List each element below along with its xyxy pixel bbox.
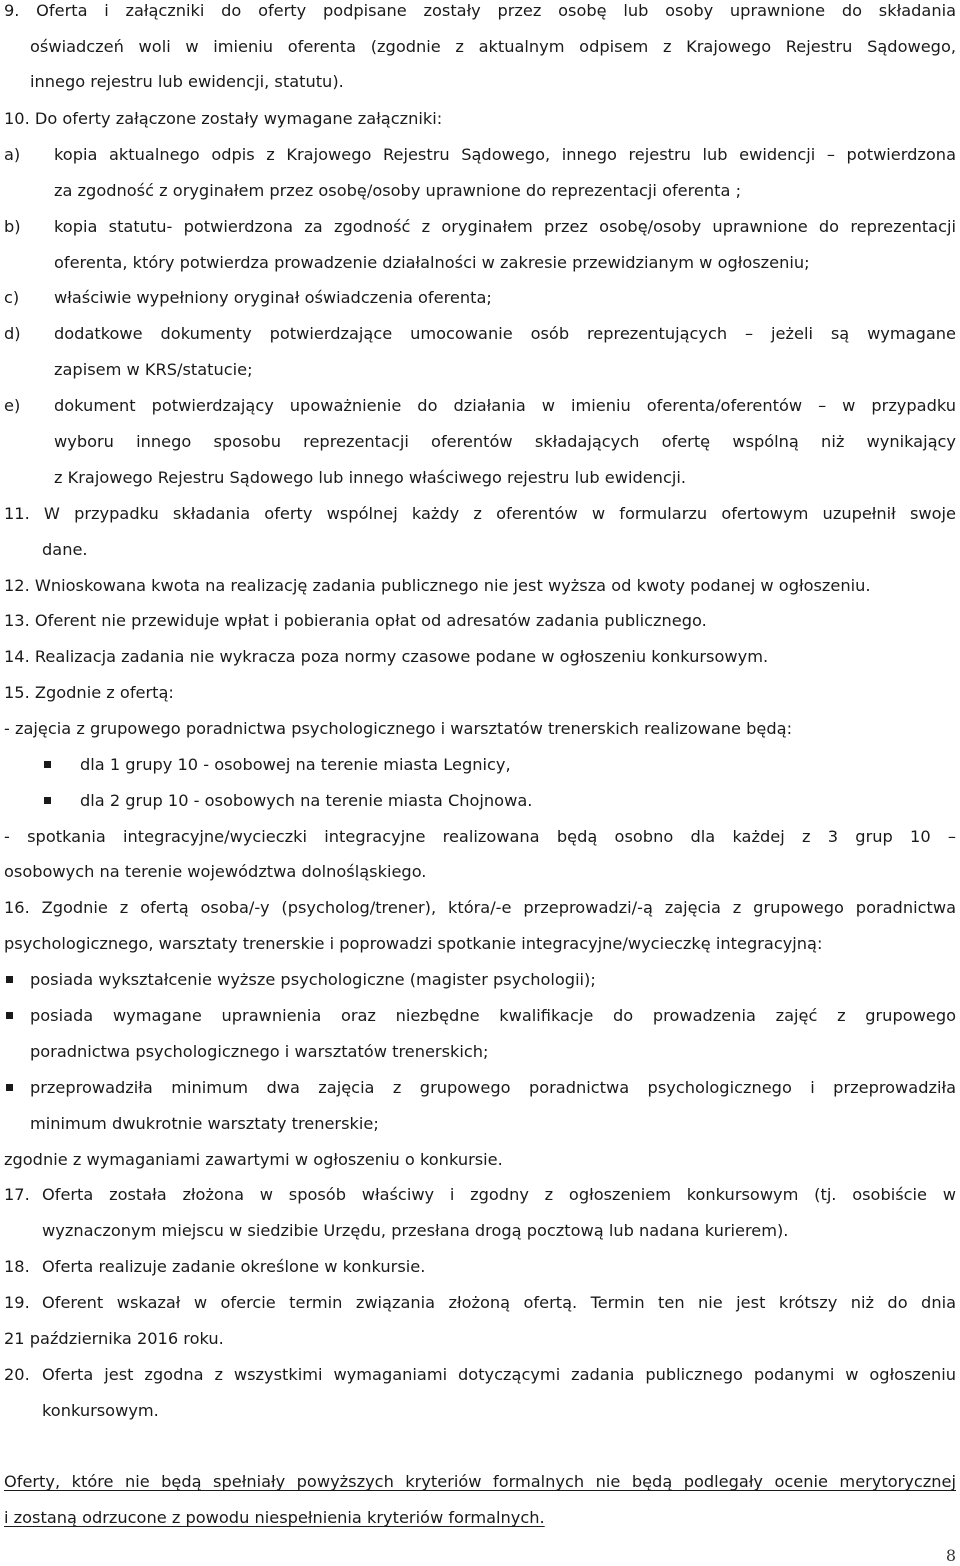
page-number: 8 <box>945 1546 956 1565</box>
item-16-bullet-2-line-2: poradnictwa psychologicznego i warsztatów trenerskich; <box>30 1042 489 1061</box>
item-15-line-2: - zajęcia z grupowego poradnictwa psychologicznego i warsztatów trenerskich realizowane będą: <box>4 719 793 738</box>
item-10-b-label: b) <box>4 217 21 236</box>
item-10-c-line-1: właściwie wypełniony oryginał oświadczenia oferenta; <box>54 288 492 307</box>
item-17-number: 17. <box>4 1185 30 1204</box>
square-bullet-icon <box>6 1084 13 1091</box>
item-20-line-2: konkursowym. <box>42 1401 159 1420</box>
item-20-number: 20. <box>4 1365 30 1384</box>
item-11-line-2: dane. <box>42 540 88 559</box>
item-9-line-3: innego rejestru lub ewidencji, statutu). <box>30 72 344 91</box>
item-10-heading: 10. Do oferty załączone zostały wymagane załączniki: <box>4 109 443 128</box>
item-15-heading: 15. Zgodnie z ofertą: <box>4 683 174 702</box>
square-bullet-icon <box>44 761 51 768</box>
item-15-line-4: osobowych na terenie województwa dolnośląskiego. <box>4 862 427 881</box>
item-10-e-line-2: wyboru innego sposobu reprezentacji oferentów składających ofertę wspólną niż wynikający <box>54 432 956 451</box>
item-15-line-3: - spotkania integracyjne/wycieczki integracyjne realizowana będą osobno dla każdej z 3 grup 10 – <box>4 827 956 846</box>
item-18-number: 18. <box>4 1257 30 1276</box>
item-19-line-2: 21 października 2016 roku. <box>4 1329 224 1348</box>
item-9-line-1: 9. Oferta i załączniki do oferty podpisane zostały przez osobę lub osoby uprawnione do składania <box>4 1 956 20</box>
item-18-line-1: Oferta realizuje zadanie określone w konkursie. <box>42 1257 426 1276</box>
item-16-bullet-2-line-1: posiada wymagane uprawnienia oraz niezbędne kwalifikacje do prowadzenia zajęć z grupowego <box>30 1006 956 1025</box>
square-bullet-icon <box>44 797 51 804</box>
item-10-b-line-1: kopia statutu- potwierdzona za zgodność z oryginałem przez osobę/osoby uprawnione do reprezentacji <box>54 217 956 236</box>
item-16-bullet-1: posiada wykształcenie wyższe psychologiczne (magister psychologii); <box>30 970 596 989</box>
item-15-bullet-2: dla 2 grup 10 - osobowych na terenie miasta Chojnowa. <box>80 791 533 810</box>
item-14: 14. Realizacja zadania nie wykracza poza normy czasowe podane w ogłoszeniu konkursowym. <box>4 647 769 666</box>
item-16-bullet-3-line-2: minimum dwukrotnie warsztaty trenerskie; <box>30 1114 379 1133</box>
item-10-d-label: d) <box>4 324 21 343</box>
item-10-e-label: e) <box>4 396 21 415</box>
square-bullet-icon <box>6 1012 13 1019</box>
item-10-a-label: a) <box>4 145 21 164</box>
item-15-bullet-1: dla 1 grupy 10 - osobowej na terenie miasta Legnicy, <box>80 755 511 774</box>
item-17-line-1: Oferta została złożona w sposób właściwy i zgodny z ogłoszeniem konkursowym (tj. osobiście w <box>42 1185 956 1204</box>
item-10-e-line-1: dokument potwierdzający upoważnienie do działania w imieniu oferenta/oferentów – w przypadku <box>54 396 956 415</box>
footer-note-line-1: Oferty, które nie będą spełniały powyższych kryteriów formalnych nie będą podlegały ocenie merytorycznej <box>4 1472 956 1491</box>
item-10-e-line-3: z Krajowego Rejestru Sądowego lub innego właściwego rejestru lub ewidencji. <box>54 468 686 487</box>
item-12: 12. Wnioskowana kwota na realizację zadania publicznego nie jest wyższa od kwoty podanej w ogłoszeniu. <box>4 576 871 595</box>
item-16-bullet-3-line-1: przeprowadziła minimum dwa zajęcia z grupowego poradnictwa psychologicznego i przeprowadziła <box>30 1078 956 1097</box>
item-20-line-1: Oferta jest zgodna z wszystkimi wymaganiami dotyczącymi zadania publicznego podanymi w ogłoszeniu <box>42 1365 956 1384</box>
item-16-line-3: zgodnie z wymaganiami zawartymi w ogłoszeniu o konkursie. <box>4 1150 503 1169</box>
item-10-b-line-2: oferenta, który potwierdza prowadzenie działalności w zakresie przewidzianym w ogłoszeniu; <box>54 253 810 272</box>
item-10-d-line-2: zapisem w KRS/statucie; <box>54 360 253 379</box>
item-10-c-label: c) <box>4 288 20 307</box>
item-10-a-line-1: kopia aktualnego odpis z Krajowego Rejestru Sądowego, innego rejestru lub ewidencji – potwierdzona <box>54 145 956 164</box>
square-bullet-icon <box>6 976 13 983</box>
item-10-a-line-2: za zgodność z oryginałem przez osobę/osoby uprawnione do reprezentacji oferenta ; <box>54 181 742 200</box>
item-16-line-1: 16. Zgodnie z ofertą osoba/-y (psycholog/trener), która/-e przeprowadzi/-ą zajęcia z grupowego poradnictwa <box>4 898 956 917</box>
item-17-line-2: wyznaczonym miejscu w siedzibie Urzędu, przesłana drogą pocztową lub nadana kurierem). <box>42 1221 789 1240</box>
item-19-number: 19. <box>4 1293 30 1312</box>
item-9-line-2: oświadczeń woli w imieniu oferenta (zgodnie z aktualnym odpisem z Krajowego Rejestru Sądowego, <box>30 37 956 56</box>
item-13: 13. Oferent nie przewiduje wpłat i pobierania opłat od adresatów zadania publicznego. <box>4 611 707 630</box>
item-10-d-line-1: dodatkowe dokumenty potwierdzające umocowanie osób reprezentujących – jeżeli są wymagane <box>54 324 956 343</box>
item-16-line-2: psychologicznego, warsztaty trenerskie i poprowadzi spotkanie integracyjne/wycieczkę integracyjną: <box>4 934 823 953</box>
item-11-line-1: 11. W przypadku składania oferty wspólnej każdy z oferentów w formularzu ofertowym uzupełnił swoje <box>4 504 956 523</box>
item-19-line-1: Oferent wskazał w ofercie termin związania złożoną ofertą. Termin ten nie jest krótszy niż do dnia <box>42 1293 956 1312</box>
footer-note-line-2: i zostaną odrzucone z powodu niespełnienia kryteriów formalnych. <box>4 1508 545 1527</box>
